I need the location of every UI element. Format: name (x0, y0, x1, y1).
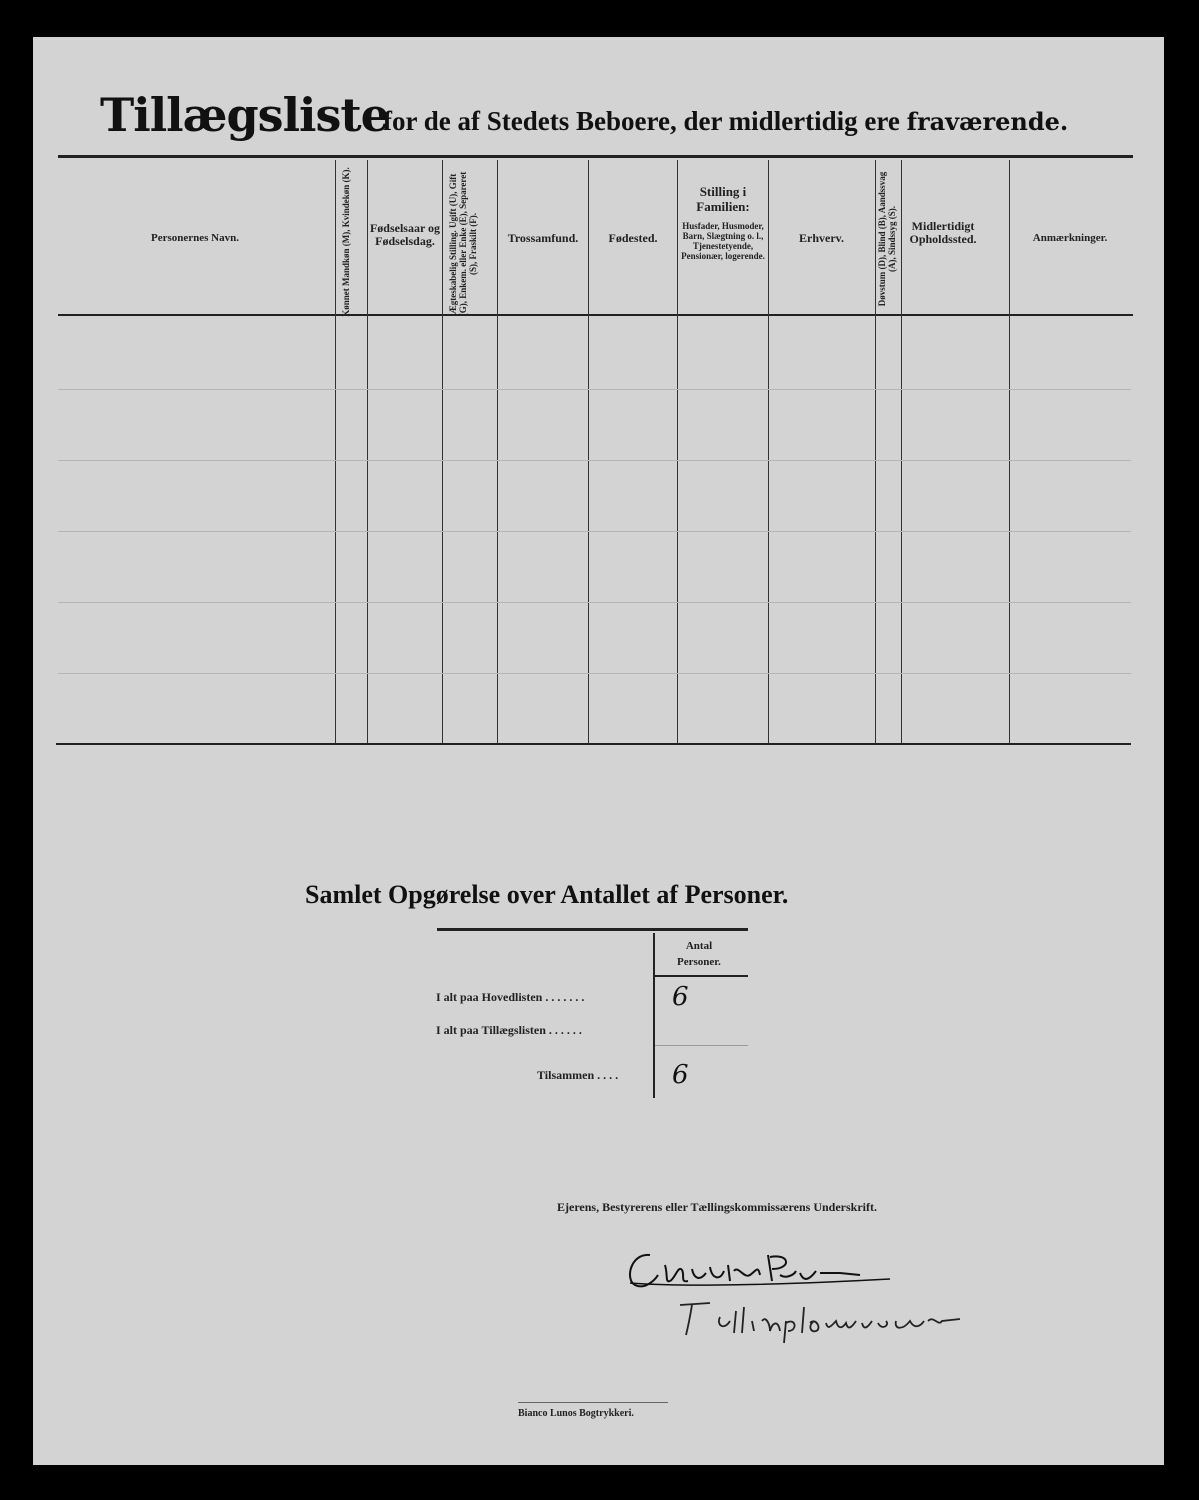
column-divider (1009, 160, 1010, 743)
summary-value-main-list: 6 (672, 982, 689, 1012)
summary-subtotal-rule (655, 1045, 748, 1046)
summary-label-total: Tilsammen . . . . (537, 1068, 619, 1082)
form-title: Tillægsliste (100, 88, 389, 142)
header-religion: Trossamfund. (507, 231, 579, 245)
column-divider (367, 160, 368, 743)
table-bottom-rule (56, 743, 1131, 745)
form-subtitle-emphasis: fraværende. (906, 107, 1069, 136)
column-divider (588, 160, 589, 743)
header-remarks: Anmærkninger. (1032, 232, 1108, 244)
summary-header-rule (655, 975, 748, 977)
column-divider (497, 160, 498, 743)
header-family-position: Stilling i Familien: (696, 184, 750, 214)
column-divider (677, 160, 678, 743)
header-names: Personernes Navn. (151, 232, 239, 244)
header-sex: Kønnet Mandkøn (M), Kvindekøn (K). (341, 167, 351, 317)
column-divider (335, 160, 336, 743)
table-row (58, 460, 1131, 461)
column-divider (901, 160, 902, 743)
table-row (58, 531, 1131, 532)
printer-imprint: Bianco Lunos Bogtrykkeri. (518, 1408, 634, 1419)
table-row (58, 673, 1131, 674)
summary-label-supplement-list: I alt paa Tillægslisten . . . . . . (436, 1023, 582, 1037)
header-bottom-rule (58, 314, 1133, 316)
header-family-detail: Husfader, Husmoder, Barn, Slægtning o. l., Tjenestetyende, Pensionær, logerende. (681, 221, 765, 261)
table-top-rule (58, 155, 1133, 158)
signature-caption: Ejerens, Bestyrerens eller Tællingskommissærens Underskrift. (557, 1200, 877, 1214)
table-row (58, 389, 1131, 390)
column-divider (768, 160, 769, 743)
column-divider (875, 160, 876, 743)
summary-top-rule (437, 928, 748, 931)
summary-value-total: 6 (672, 1060, 689, 1090)
form-subtitle (383, 106, 1068, 137)
summary-count-header: Antal Personer. (677, 940, 721, 968)
form-subtitle-text: for de af Stedets Beboere, der midlertidig ere (383, 106, 900, 136)
summary-divider (653, 933, 655, 1098)
column-divider (442, 160, 443, 743)
header-birthplace: Fødested. (608, 231, 658, 245)
header-marital-status: Ægteskabelig Stilling. Ugift (U), Gift (G), Enkem. eller Enke (E), Separeret (S), Fraskilt (F). (448, 171, 478, 317)
header-birth: Fødselsaar og Fødselsdag. (369, 221, 441, 248)
header-occupation: Erhverv. (799, 231, 844, 245)
table-row (58, 602, 1131, 603)
handwritten-signature (620, 1235, 1020, 1345)
summary-label-main-list: I alt paa Hovedlisten . . . . . . . (436, 990, 585, 1004)
summary-title: Samlet Opgørelse over Antallet af Personer. (305, 880, 789, 909)
header-disability: Døvstum (D), Blind (B), Aandssvag (A), Sindssyg (S). (877, 171, 897, 307)
printer-rule (518, 1402, 668, 1403)
header-temporary-residence: Midlertidigt Opholdssted. (909, 219, 977, 246)
